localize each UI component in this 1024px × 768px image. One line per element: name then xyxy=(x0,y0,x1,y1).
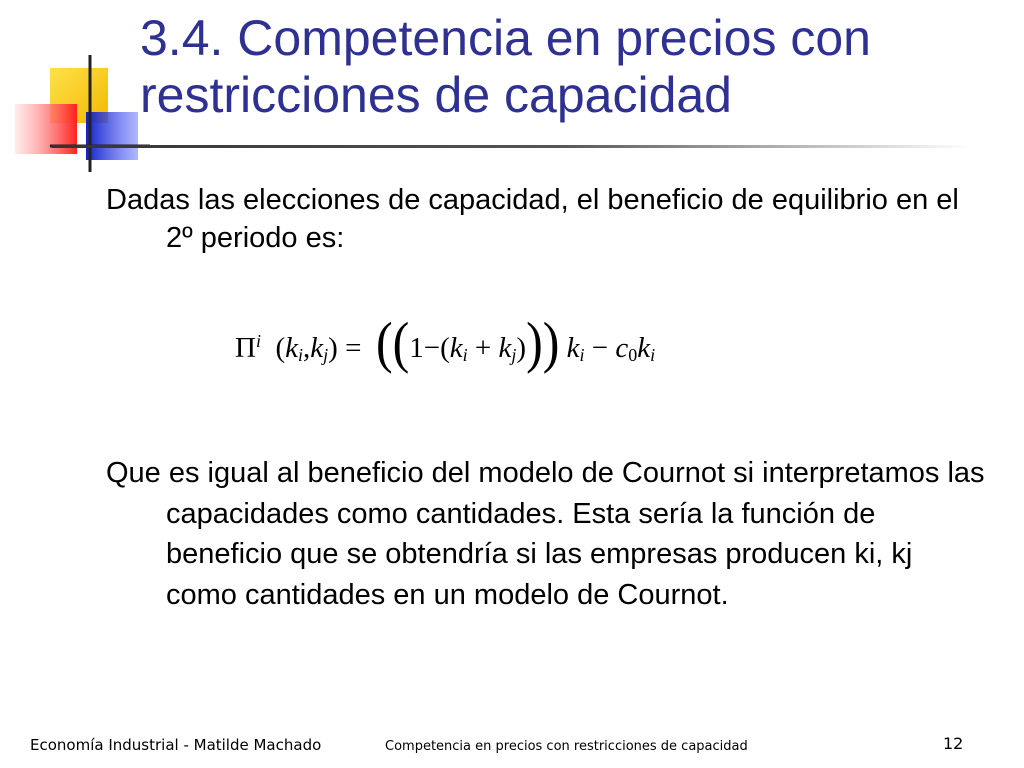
paragraph-intro: Dadas las elecciones de capacidad, el beneficio de equilibrio en el 2º periodo es: xyxy=(106,184,959,254)
page-number: 12 xyxy=(943,734,964,753)
blue-square xyxy=(86,112,138,160)
decorative-squares-icon xyxy=(0,0,150,180)
title-underline xyxy=(52,145,972,148)
profit-formula: $\Pi^i$ $(k_i,k_j) = ((1-(k_i + k_j))) k_i - c_0k_i$ xyxy=(235,309,656,375)
slide-title: 3.4. Competencia en precios con restricciones de capacidad xyxy=(140,10,871,123)
footer-topic: Competencia en precios con restricciones de capacidad xyxy=(385,739,748,754)
footer-author: Economía Industrial - Matilde Machado xyxy=(30,736,322,754)
paragraph-cournot: Que es igual al beneficio del modelo de Cournot si interpretamos las capacidades como cantidades. Esta sería la función de beneficio que se obtendría si las empresas producen ki, kj como cantidades en un modelo de Cournot. xyxy=(106,457,985,611)
